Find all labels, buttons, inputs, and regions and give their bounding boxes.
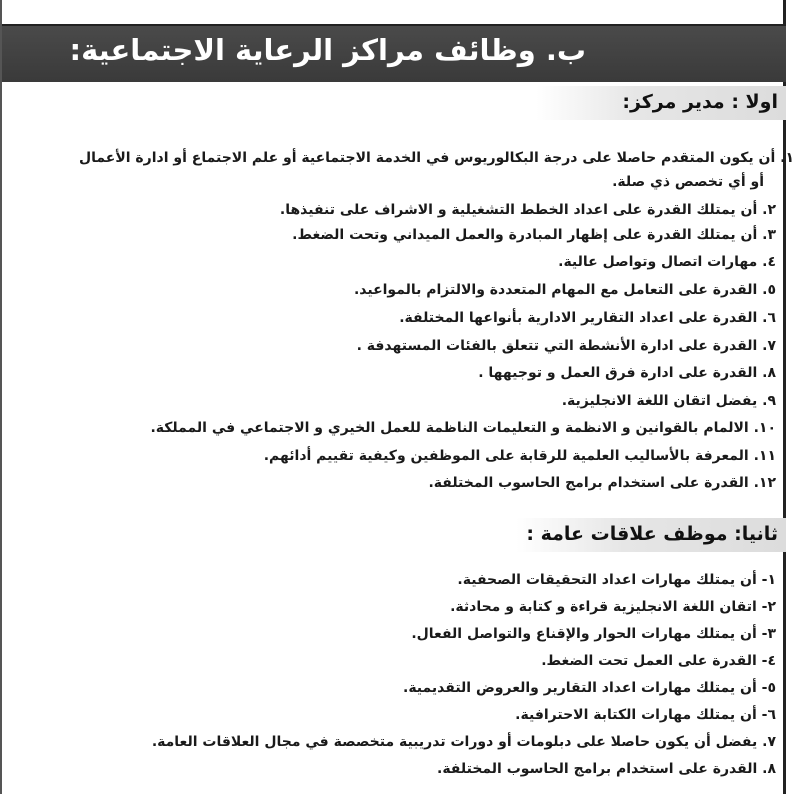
list-item: ١١. المعرفة بالأساليب العلمية للرقابة على الموظفين وكيفية تقييم أدائهم. — [263, 448, 776, 464]
list-item: ٨. القدرة على ادارة فرق العمل و توجيهها . — [478, 365, 776, 381]
title-bar — [2, 24, 786, 82]
list-item: ٤. مهارات اتصال وتواصل عالية. — [558, 254, 776, 270]
list-item: ٢- اتقان اللغة الانجليزية قراءة و كتابة و محادثة. — [450, 599, 776, 615]
list-item: ٥- أن يمتلك مهارات اعداد التقارير والعروض التقديمية. — [403, 680, 776, 696]
list-item: ١- أن يمتلك مهارات اعداد التحقيقات الصحفية. — [457, 572, 776, 588]
section-heading-text: اولا : مدير مركز: — [622, 91, 778, 113]
list-item: ٣- أن يمتلك مهارات الحوار والإقناع والتواصل الفعال. — [411, 626, 776, 642]
list-item: ٢. أن يمتلك القدرة على اعداد الخطط التشغيلية و الاشراف على تنفيذها. — [279, 202, 776, 218]
section-heading-text: ثانيا: موظف علاقات عامة : — [526, 523, 778, 545]
list-item: ٧. يفضل أن يكون حاصلا على دبلومات أو دورات تدريبية متخصصة في مجال العلاقات العامة. — [151, 734, 776, 750]
list-item: ١. أن يكون المتقدم حاصلا على درجة البكالوريوس في الخدمة الاجتماعية أو علم الاجتماع أو ادارة الأعمال — [78, 150, 794, 166]
list-item: ٦. القدرة على اعداد التقارير الادارية بأنواعها المختلفة. — [399, 310, 776, 326]
page-title: ب. وظائف مراكز الرعاية الاجتماعية: — [69, 33, 586, 67]
section-heading-public-relations — [516, 518, 786, 552]
list-item: ١٠. الالمام بالقوانين و الانظمة و التعليمات الناظمة للعمل الخيري و الاجتماعي في المملكة. — [150, 420, 776, 436]
list-item: أو أي تخصص ذي صلة. — [612, 174, 764, 190]
list-item: ١٢. القدرة على استخدام برامج الحاسوب المختلفة. — [428, 475, 776, 491]
list-item: ٤- القدرة على العمل تحت الضغط. — [541, 653, 776, 669]
list-item: ٣. أن يمتلك القدرة على إظهار المبادرة والعمل الميداني وتحت الضغط. — [292, 227, 776, 243]
list-item: ٩. يفضل اتقان اللغة الانجليزية. — [561, 393, 776, 409]
list-item: ٨. القدرة على استخدام برامج الحاسوب المختلفة. — [437, 761, 776, 777]
list-item: ٦- أن يمتلك مهارات الكتابة الاحترافية. — [515, 707, 776, 723]
list-item: ٧. القدرة على ادارة الأنشطة التي تتعلق بالفئات المستهدفة . — [356, 338, 776, 354]
section-heading-center-manager — [536, 86, 786, 120]
list-item: ٥. القدرة على التعامل مع المهام المتعددة والالتزام بالمواعيد. — [353, 282, 776, 298]
